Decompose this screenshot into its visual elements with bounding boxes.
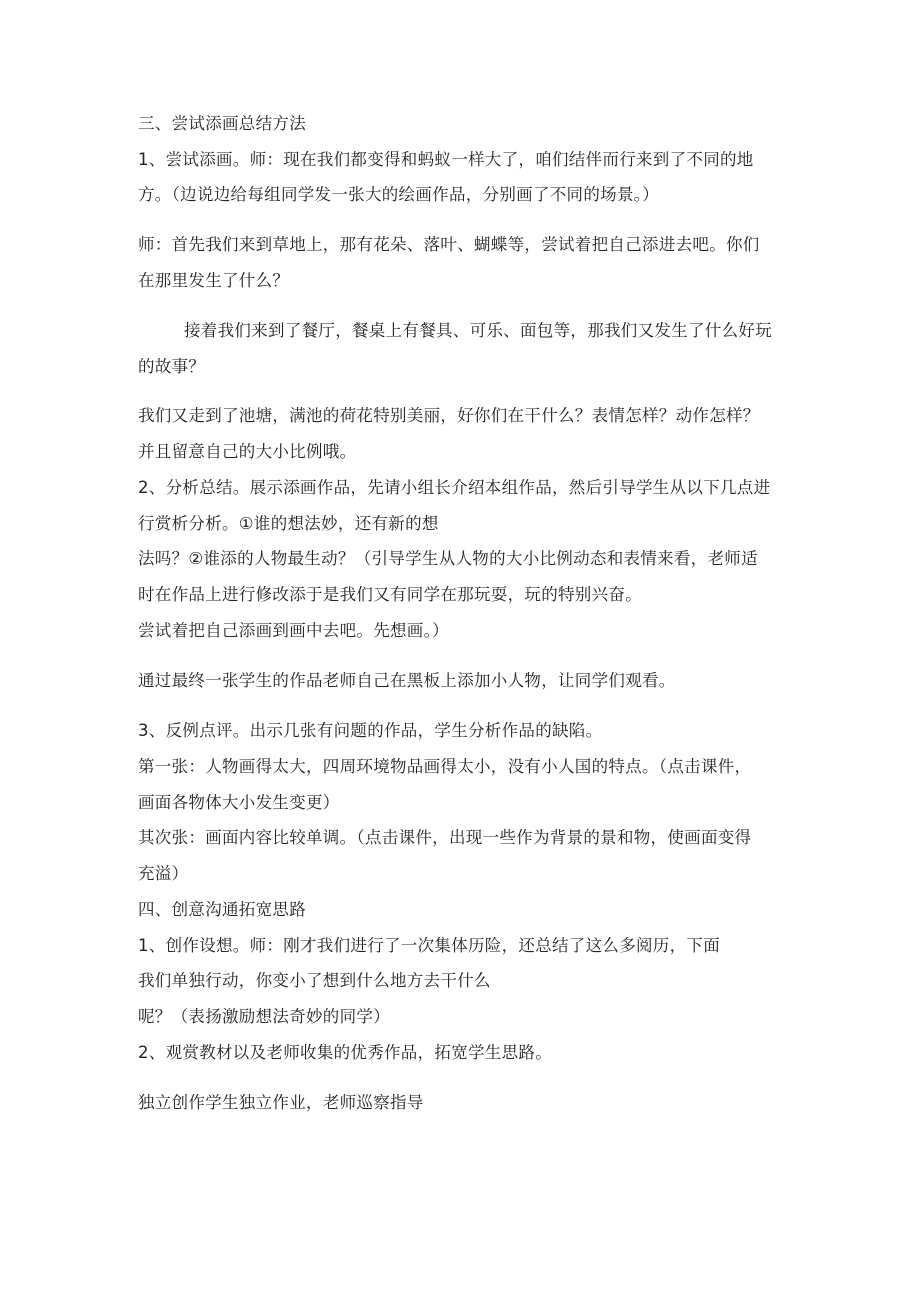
paragraph-line: 2、观赏教材以及老师收集的优秀作品，拓宽学生思路。 [138, 1043, 552, 1062]
paragraph-line: 尝试着把自己添画到画中去吧。先想画。） [138, 621, 449, 640]
paragraph-line: 画面各物体大小发生变更） [138, 793, 340, 812]
paragraph-line: 我们单独行动，你变小了想到什么地方去干什么 [138, 971, 491, 990]
paragraph-line: 2、分析总结。展示添画作品，先请小组长介绍本组作品，然后引导学生从以下几点进 [138, 478, 771, 497]
paragraph-line: 方。（边说边给每组同学发一张大的绘画作品，分别画了不同的场景。） [138, 185, 660, 204]
paragraph-line: 1、尝试添画。师：现在我们都变得和蚂蚁一样大了，咱们结伴而行来到了不同的地 [138, 150, 754, 169]
paragraph-line: 独立创作学生独立作业，老师巡察指导 [138, 1093, 424, 1112]
paragraph-line: 接着我们来到了餐厅，餐桌上有餐具、可乐、面包等，那我们又发生了什么好玩 [184, 321, 772, 340]
paragraph-line: 我们又走到了池塘，满池的荷花特别美丽，好你们在干什么？表情怎样？动作怎样？ [138, 406, 760, 425]
paragraph-line: 法吗？②谁添的人物最生动？（引导学生从人物的大小比例动态和表情来看，老师适 [138, 549, 758, 568]
paragraph-line: 的故事？ [138, 357, 206, 376]
paragraph-line: 3、反例点评。出示几张有问题的作品，学生分析作品的缺陷。 [138, 721, 603, 740]
section-heading-3: 三、尝试添画总结方法 [138, 114, 306, 133]
paragraph-line: 通过最终一张学生的作品老师自己在黑板上添加小人物，让同学们观看。 [138, 671, 676, 690]
paragraph-line: 呢？（表扬激励想法奇妙的同学） [138, 1007, 390, 1026]
paragraph-line: 时在作品上进行修改添于是我们又有同学在那玩耍，玩的特别兴奋。 [138, 585, 642, 604]
paragraph-line: 并且留意自己的大小比例哦。 [138, 442, 357, 461]
paragraph-line: 在那里发生了什么？ [138, 271, 290, 290]
paragraph-line: 行赏析分析。①谁的想法妙，还有新的想 [138, 514, 439, 533]
paragraph-line: 1、创作设想。师：刚才我们进行了一次集体历险，还总结了这么多阅历，下面 [138, 936, 720, 955]
paragraph-line: 师：首先我们来到草地上，那有花朵、落叶、蝴蝶等，尝试着把自己添进去吧。你们 [138, 235, 760, 254]
paragraph-line: 第一张：人物画得太大，四周环境物品画得太小，没有小人国的特点。（点击课件， [138, 757, 752, 776]
paragraph-line: 充溢） [138, 864, 189, 883]
paragraph-line: 其次张：画面内容比较单调。（点击课件，出现一些作为背景的景和物，使画面变得 [138, 828, 752, 847]
section-heading-4: 四、创意沟通拓宽思路 [138, 900, 306, 919]
